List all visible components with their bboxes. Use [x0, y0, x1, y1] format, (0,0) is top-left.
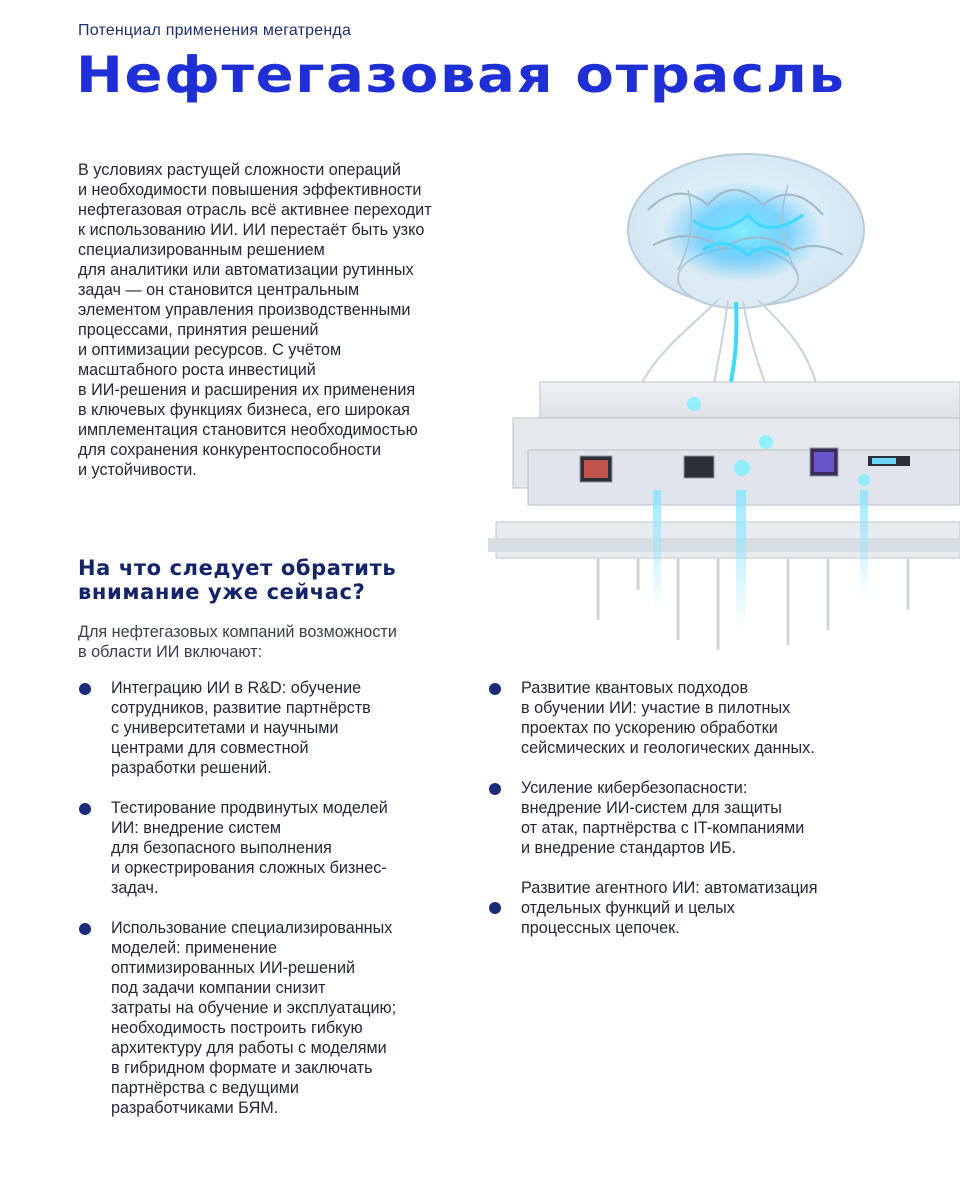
section-title: На что следует обратить внимание уже сейчас?	[78, 556, 397, 604]
list-item-text: Использование специализированных моделей: применение оптимизированных ИИ-решений под задачи компании снизит затраты на обучение и эксплуатацию; необходимость построить гибкую архитектуру для работы с моделями в гибридном формате и заключать партнёрства с ведущими разработчиками БЯМ.	[111, 919, 397, 1117]
kicker: Потенциал применения мегатренда	[78, 22, 352, 39]
list-item	[78, 798, 478, 898]
list-item-text: Усиление кибербезопасности: внедрение ИИ-систем для защиты от атак, партнёрства с IT-компаниями и внедрение стандартов ИБ.	[521, 779, 805, 857]
bullet-dot-icon	[79, 923, 91, 935]
ai-brain-machine-illustration	[488, 150, 960, 650]
bullet-dot-icon	[489, 783, 501, 795]
list-item-text: Развитие квантовых подходов в обучении ИИ: участие в пилотных проектах по ускорению обработки сейсмических и геологических данных.	[521, 679, 815, 757]
list-item	[78, 678, 478, 778]
bullet-dot-icon	[79, 683, 91, 695]
section-lead: Для нефтегазовых компаний возможности в области ИИ включают:	[78, 623, 397, 661]
bullet-list-right	[488, 678, 908, 958]
list-item-text: Интеграцию ИИ в R&D: обучение сотрудников, развитие партнёрств с университетами и научными центрами для совместной разработки решений.	[111, 679, 371, 777]
list-item	[78, 918, 478, 1118]
bullet-dot-icon	[489, 902, 501, 914]
list-item	[488, 678, 908, 758]
brain-icon	[628, 154, 864, 308]
intro-paragraph: В условиях растущей сложности операций и необходимости повышения эффективности нефтегазовая отрасль всё активнее переходит к использованию ИИ. ИИ перестаёт быть узко специализированным решением для аналитики или автоматизации рутинных задач — он становится центральным элементом управления производственными процессами, принятия решений и оптимизации ресурсов. С учётом масштабного роста инвестиций в ИИ-решения и расширения их применения в ключевых функциях бизнеса, его широкая имплементация становится необходимостью для сохранения конкурентоспособности и устойчивости.	[78, 161, 432, 479]
bullet-dot-icon	[79, 803, 91, 815]
bullet-dot-icon	[489, 683, 501, 695]
list-item-text: Тестирование продвинутых моделей ИИ: внедрение систем для безопасного выполнения и оркестрирования сложных бизнес- задач.	[111, 799, 388, 897]
list-item	[488, 878, 908, 938]
list-item	[488, 778, 908, 858]
page-title: Нефтегазовая отрасль	[76, 46, 846, 104]
list-item-text: Развитие агентного ИИ: автоматизация отдельных функций и целых процессных цепочек.	[521, 879, 818, 937]
bullet-list-left	[78, 678, 478, 1138]
